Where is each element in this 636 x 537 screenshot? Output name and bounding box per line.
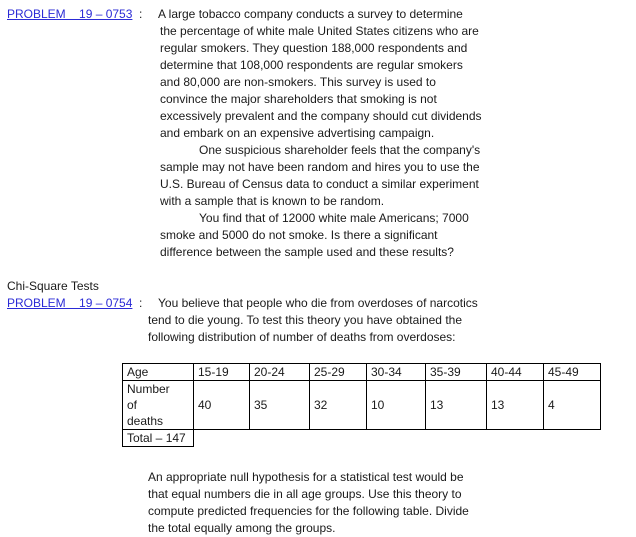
row-label-line: deaths: [127, 414, 164, 428]
problem-0754-colon: :: [139, 296, 143, 310]
table-cell: 35: [250, 381, 310, 430]
row-label-line: of: [127, 398, 138, 412]
table-header-cell: Age: [123, 364, 194, 381]
problem-0753-line: and 80,000 are non-smokers. This survey is used to: [160, 75, 436, 89]
problem-0753-line: One suspicious shareholder feels that the company's: [199, 143, 481, 157]
table-header-row: [123, 364, 601, 381]
table-cell: 13: [487, 381, 544, 430]
table-cell: 4: [544, 381, 601, 430]
problem-0753-line: A large tobacco company conducts a survey to determine: [158, 7, 463, 21]
table-header-cell: 30-34: [367, 364, 426, 381]
closing-line: compute predicted frequencies for the following table. Divide: [148, 504, 469, 518]
problem-0754-line: You believe that people who die from overdoses of narcotics: [158, 296, 478, 310]
section-title: Chi-Square Tests: [7, 279, 99, 293]
table-cell: 32: [310, 381, 367, 430]
problem-0753-colon: :: [139, 7, 143, 21]
problem-0753-line: You find that of 12000 white male Americans; 7000: [199, 211, 469, 225]
table-cell: 40: [194, 381, 250, 430]
problem-0754-line: tend to die young. To test this theory you have obtained the: [148, 313, 462, 327]
problem-0753-line: regular smokers. They question 188,000 respondents and: [160, 41, 468, 55]
problem-0753-line: U.S. Bureau of Census data to conduct a similar experiment: [160, 177, 479, 191]
problem-0753-line: with a sample that is known to be random.: [160, 194, 385, 208]
table-header-cell: 20-24: [250, 364, 310, 381]
problem-0753-line: convince the major shareholders that smoking is not: [160, 92, 437, 106]
problem-0753-line: determine that 108,000 respondents are regular smokers: [160, 58, 463, 72]
table-row: [123, 381, 601, 430]
table-header-cell: 15-19: [194, 364, 250, 381]
deaths-by-age-table: [122, 363, 601, 447]
problem-0753-line: smoke and 5000 do not smoke. Is there a significant: [160, 228, 438, 242]
table-header-cell: 40-44: [487, 364, 544, 381]
table-header-cell: 25-29: [310, 364, 367, 381]
closing-line: the total equally among the groups.: [148, 521, 336, 535]
problem-0754-line: following distribution of number of deaths from overdoses:: [148, 330, 456, 344]
problem-0753-line: and embark on an expensive advertising campaign.: [160, 126, 435, 140]
table-header-cell: 45-49: [544, 364, 601, 381]
table-cell: 10: [367, 381, 426, 430]
table-row-label: [123, 381, 194, 430]
problem-0753-line: difference between the sample used and these results?: [160, 245, 454, 259]
row-label-line: Number: [127, 382, 170, 396]
table-total-row: [123, 430, 601, 447]
closing-line: An appropriate null hypothesis for a statistical test would be: [148, 470, 464, 484]
problem-0753-link[interactable]: PROBLEM 19 – 0753: [7, 7, 133, 21]
table-header-cell: 35-39: [426, 364, 487, 381]
table-total-cell: Total – 147: [123, 430, 194, 447]
closing-line: that equal numbers die in all age groups. Use this theory to: [148, 487, 462, 501]
table-cell: 13: [426, 381, 487, 430]
problem-0753-line: excessively prevalent and the company should cut dividends: [160, 109, 482, 123]
problem-0754-link[interactable]: PROBLEM 19 – 0754: [7, 296, 133, 310]
problem-0753-line: the percentage of white male United States citizens who are: [160, 24, 479, 38]
problem-0753-line: sample may not have been random and hires you to use the: [160, 160, 480, 174]
